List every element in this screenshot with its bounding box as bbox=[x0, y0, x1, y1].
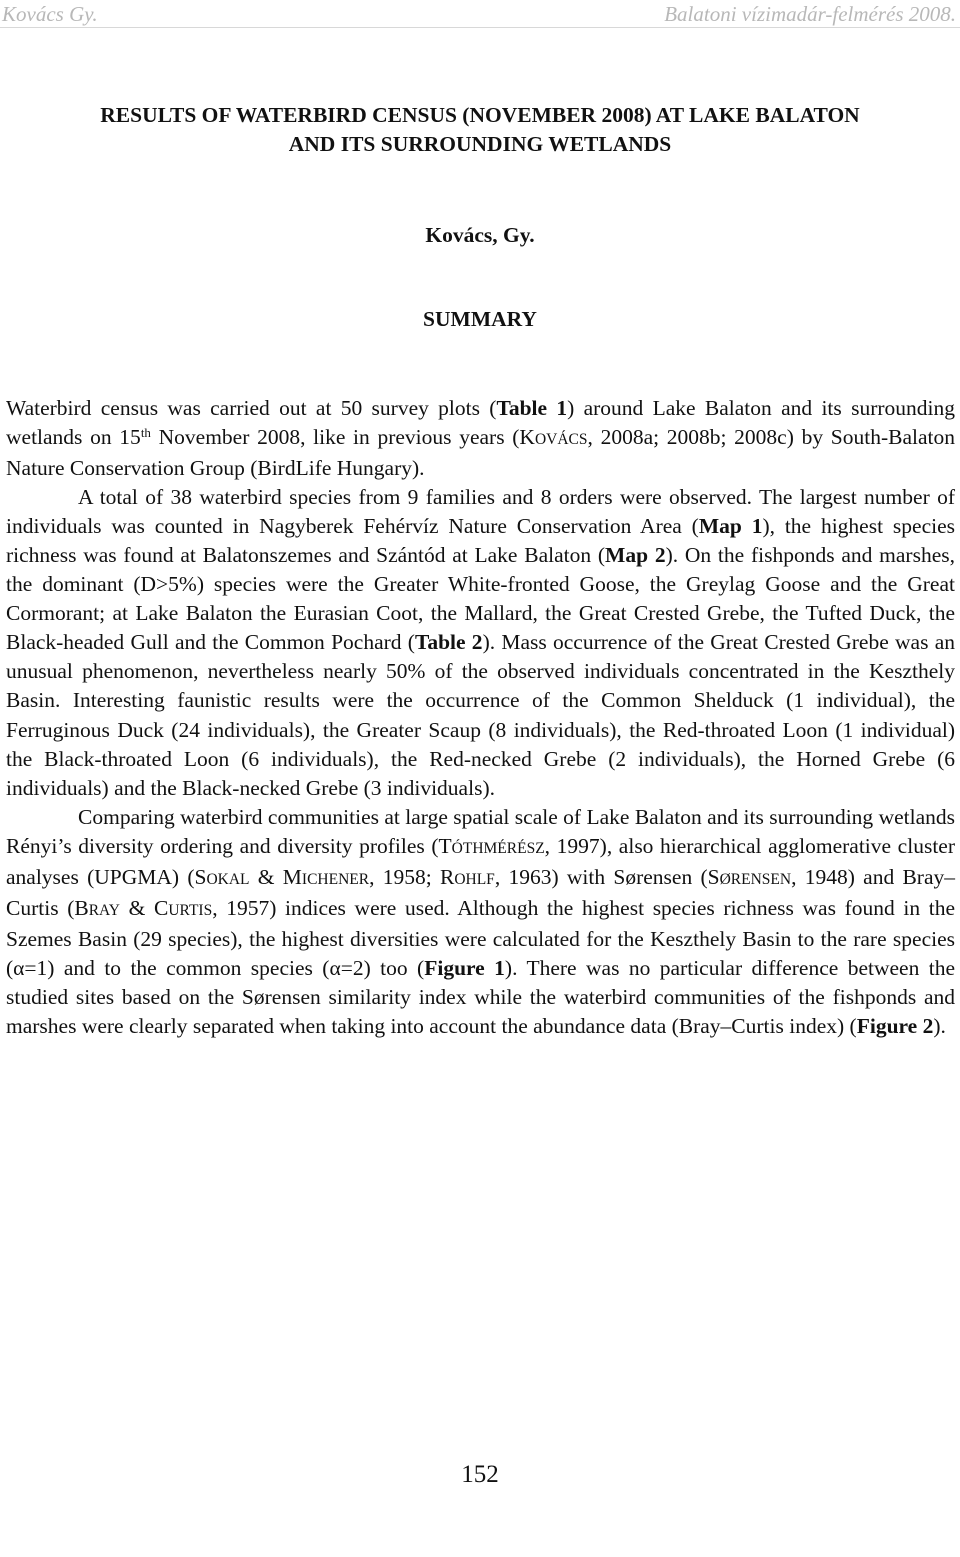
text-run: ). On the fishponds and marshes, the dominant (D>5%) species were the Greater White-fronted Goose, the Greylag Goose and the Great Cormorant; at Lake Balaton the Eurasian Coot, the Mallard, the Great Crested Grebe, the Tufted Duck, the Black-headed Gull and the Common Pochard ( bbox=[6, 543, 955, 655]
small-caps-author: ØRENSEN bbox=[719, 870, 792, 888]
header-author: Kovács Gy. bbox=[2, 2, 98, 26]
ordinal-superscript: th bbox=[140, 425, 151, 441]
text-run: , 1997), also hierarchical agglomerative cluster analyses (UPGMA) (S bbox=[6, 833, 955, 889]
map-ref: Map 2 bbox=[605, 543, 666, 568]
paragraph-2 bbox=[6, 483, 955, 803]
small-caps-author: OKAL bbox=[206, 870, 250, 888]
paper-title-line-1: RESULTS OF WATERBIRD CENSUS (NOVEMBER 2008) AT LAKE BALATON bbox=[100, 103, 860, 127]
small-caps-author: OHLF bbox=[454, 870, 495, 888]
text-run: , 1958; R bbox=[369, 864, 455, 889]
running-header bbox=[0, 0, 960, 30]
small-caps-author: RAY bbox=[88, 901, 121, 919]
figure-ref: Figure 2 bbox=[856, 1013, 934, 1038]
paper-author: Kovács, Gy. bbox=[425, 223, 535, 247]
text-run: & C bbox=[120, 895, 169, 920]
text-run: & M bbox=[249, 864, 302, 889]
text-run: , 2008a; 2008b; 2008c) by South-Balaton Nature Conservation Group (BirdLife Hungary). bbox=[6, 425, 955, 481]
text-run: ) around Lake Balaton and its surrounding wetlands on 15 bbox=[6, 396, 955, 450]
text-run: , 1963) with Sørensen (S bbox=[494, 864, 720, 889]
text-run: A total of 38 waterbird species from 9 families and 8 orders were observed. The largest number of individuals was counted in Nagyberek Fehérvíz Nature Conservation Area ( bbox=[6, 485, 955, 539]
small-caps-author: OVÁCS bbox=[534, 431, 588, 449]
text-run: ). There was no particular difference between the studied sites based on the Sørensen similarity index while the waterbird communities of the fishponds and marshes were clearly separated when taking into account the abundance data (Bray–Curtis index) ( bbox=[6, 955, 955, 1038]
text-run: Waterbird census was carried out at 50 survey plots ( bbox=[6, 396, 497, 420]
text-run: ). bbox=[933, 1013, 946, 1038]
text-run: Comparing waterbird communities at large spatial scale of Lake Balaton and its surrounding wetlands Rényi’s diversity ordering and diversity profiles (T bbox=[6, 804, 955, 858]
header-title: Balatoni vízimadár-felmérés 2008. bbox=[664, 2, 956, 26]
paragraph-1 bbox=[6, 394, 955, 483]
paper-title-line-2: AND ITS SURROUNDING WETLANDS bbox=[288, 132, 672, 156]
paragraph-3 bbox=[6, 803, 955, 1041]
text-run: ), the highest species richness was found at Balatonszemes and Szántód at Lake Balaton ( bbox=[6, 514, 955, 568]
figure-ref: Figure 1 bbox=[424, 955, 505, 980]
table-ref: Table 2 bbox=[414, 630, 483, 655]
text-run: , 1948) and Bray–Curtis (B bbox=[6, 864, 956, 920]
text-run: , 1957) indices were used. Although the highest species richness was found in the Szemes Basin (29 species), the highest diversities were calculated for the Keszthely Basin to the rare species (α=1) and to the common species (α=2) too ( bbox=[6, 895, 955, 980]
small-caps-author: URTIS bbox=[168, 901, 213, 919]
summary-heading: SUMMARY bbox=[423, 307, 537, 331]
paper-title bbox=[0, 101, 960, 159]
small-caps-author: ÓTHMÉRÉSZ bbox=[451, 839, 545, 857]
header-rule bbox=[0, 27, 960, 28]
page-number: 152 bbox=[461, 1461, 499, 1488]
summary-body bbox=[6, 394, 955, 1041]
map-ref: Map 1 bbox=[698, 514, 763, 539]
table-ref: Table 1 bbox=[496, 396, 568, 420]
text-run: November 2008, like in previous years (K bbox=[150, 425, 535, 450]
small-caps-author: ICHENER bbox=[301, 870, 370, 888]
text-run: ). Mass occurrence of the Great Crested Grebe was an unusual phenomenon, nevertheless nearly 50% of the observed individuals concentrated in the Keszthely Basin. Interesting faunistic results were the occurrence of the Common Shelduck (1 individual), the Ferruginous Duck (24 individuals), the Greater Scaup (8 individuals), the Red-throated Loon (1 individual) the Black-throated Loon (6 individuals), the Red-necked Grebe (2 individuals), the Horned Grebe (6 individuals) and the Black-necked Grebe (3 individuals). bbox=[6, 630, 955, 800]
